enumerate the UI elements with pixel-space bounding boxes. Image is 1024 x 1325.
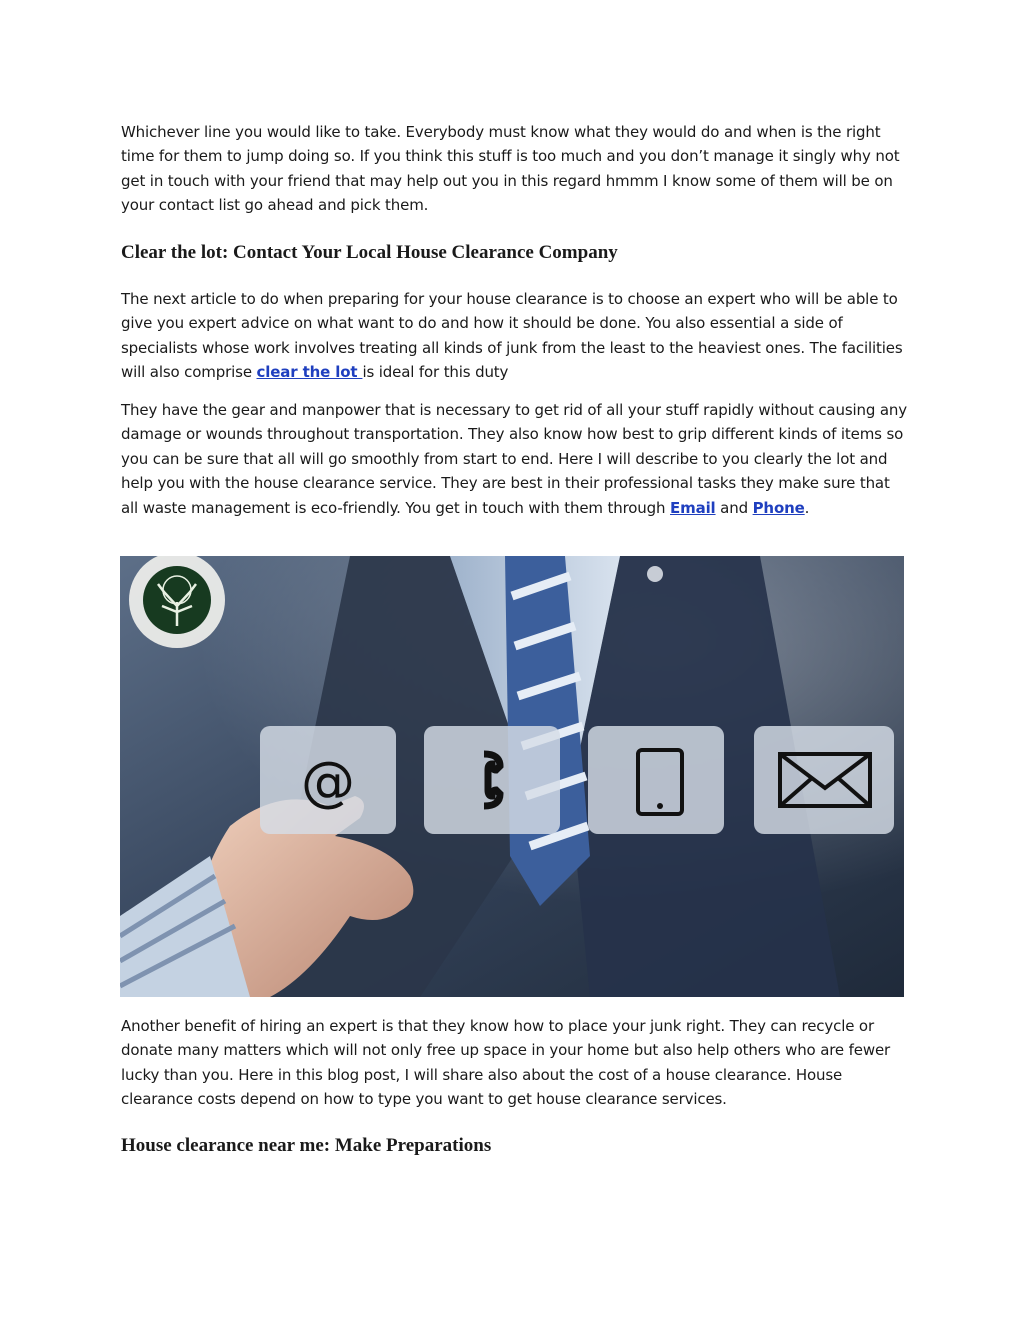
benefit-paragraph: Another benefit of hiring an expert is that they know how to place your junk right. They can recycle or donate many matters which will not only free up space in your home but also help others who are fewer lucky than you. Here in this blog post, I will share also about the cost of a house clearance. House clearance costs depend on how to type you want to get house clearance services. — [121, 1017, 891, 1109]
gear-manpower-paragraph — [121, 398, 911, 520]
paragraph-text: They have the gear and manpower that is necessary to get rid of all your stuff rapidly without causing any damage or wounds throughout transportation. They also know how best to grip different kinds of items so you can be sure that all will go smoothly from start to end. Here I will describe to you clearly the lot and help you with the house clearance service. They are best in their professional tasks they make sure that all waste management is eco-friendly. You get in touch with them through — [121, 401, 907, 517]
intro-paragraph: Whichever line you would like to take. Everybody must know what they would do and when is the right time for them to jump doing so. If you think this stuff is too much and you don’t manage it singly why not get in touch with your friend that may help out you in this regard hmmm I know some of them will be on your contact list go ahead and pick them. — [121, 123, 900, 215]
mobile-phone-tile — [588, 726, 724, 834]
paragraph-text: The next article to do when preparing for your house clearance is to choose an expert who will be able to give you expert advice on what want to do and how it should be done. You also essential a side of specialists whose work involves treating all kinds of junk from the least to the heaviest ones. The facilities will also comprise — [121, 290, 903, 382]
paragraph-text: and — [715, 498, 753, 517]
paragraph-text: . — [804, 498, 810, 517]
email-link[interactable]: Email — [670, 498, 716, 517]
paragraph-text: is ideal for this duty — [362, 363, 509, 382]
section-heading-contact: Clear the lot: Contact Your Local House Clearance Company — [121, 242, 618, 263]
at-sign-icon: @ — [301, 750, 355, 813]
at-sign-tile — [260, 726, 396, 834]
contact-icons-photo — [120, 556, 904, 997]
phone-link[interactable]: Phone — [752, 498, 805, 517]
section-heading-preparations: House clearance near me: Make Preparations — [121, 1135, 492, 1156]
expert-advice-paragraph — [121, 287, 911, 385]
envelope-tile — [754, 726, 894, 834]
clearthelot-logo — [129, 556, 225, 648]
photo-illustration — [120, 556, 904, 997]
clear-the-lot-link[interactable]: clear the lot — [256, 363, 363, 382]
phone-handset-tile — [424, 726, 560, 834]
